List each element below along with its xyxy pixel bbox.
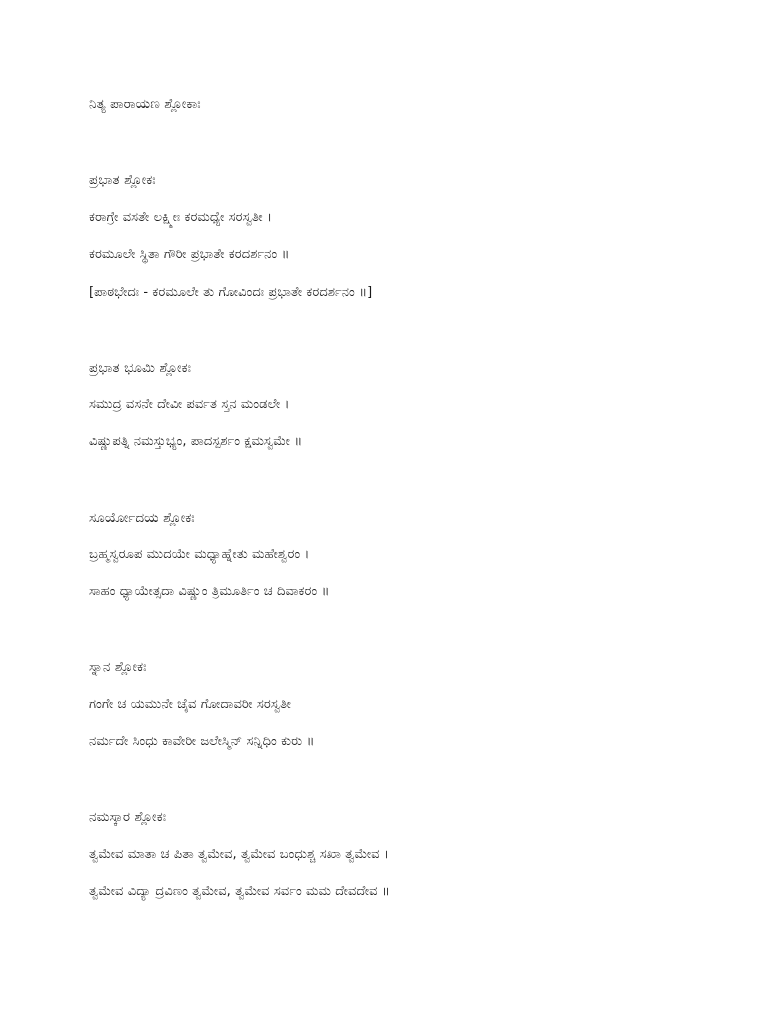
verse-line: ಸಾಹಂ ಧ್ಯಾಯೇತ್ಸದಾ ವಿಷ್ಣುಂ ತ್ರಿಮೂರ್ತಿಂ ಚ ದಿವಾಕರಂ ॥ xyxy=(89,584,330,599)
verse-line: ಸಮುದ್ರ ವಸನೇ ದೇವೀ ಪರ್ವತ ಸ್ತನ ಮಂಡಲೇ । xyxy=(89,397,290,412)
verse-line: ಗಂಗೇ ಚ ಯಮುನೇ ಚೈವ ಗೋದಾವರೀ ಸರಸ್ವತೀ xyxy=(89,697,291,712)
section-heading-prabhata: ಪ್ರಭಾತ ಶ್ಲೋಕಃ xyxy=(89,172,156,188)
verse-line: ಕರಮೂಲೇ ಸ್ಥಿತಾ ಗೌರೀ ಪ್ರಭಾತೇ ಕರದರ್ಶನಂ ॥ xyxy=(89,247,290,262)
section-heading-snana: ಸ್ನಾನ ಶ್ಲೋಕಃ xyxy=(89,659,147,675)
verse-line: ತ್ವಮೇವ ವಿದ್ಯಾ ದ್ರವಿಣಂ ತ್ವಮೇವ, ತ್ವಮೇವ ಸರ್ವಂ ಮಮ ದೇವದೇವ ॥ xyxy=(89,884,390,899)
section-heading-namaskara: ನಮಸ್ಕಾರ ಶ್ಲೋಕಃ xyxy=(89,809,167,825)
section-heading-suryodaya: ಸೂರ್ಯೋದಯ ಶ್ಲೋಕಃ xyxy=(89,510,195,526)
verse-line: ನರ್ಮದೇ ಸಿಂಧು ಕಾವೇರೀ ಜಲೇಸ್ಮಿನ್ ಸನ್ನಿಧಿಂ ಕುರು ॥ xyxy=(89,734,315,749)
verse-line: ಬ್ರಹ್ಮಸ್ವರೂಪ ಮುದಯೇ ಮಧ್ಯಾಹ್ನೇತು ಮಹೇಶ್ವರಂ । xyxy=(89,547,310,562)
variant-reading-line: [ಪಾಠಭೇದಃ - ಕರಮೂಲೇ ತು ಗೋವಿಂದಃ ಪ್ರಭಾತೇ ಕರದರ್ಶನಂ ॥] xyxy=(89,285,373,300)
verse-line: ತ್ವಮೇವ ಮಾತಾ ಚ ಪಿತಾ ತ್ವಮೇವ, ತ್ವಮೇವ ಬಂಧುಶ್ಚ ಸಖಾ ತ್ವಮೇವ । xyxy=(89,847,389,862)
section-heading-prabhata-bhumi: ಪ್ರಭಾತ ಭೂಮಿ ಶ್ಲೋಕಃ xyxy=(89,360,192,376)
verse-line: ಕರಾಗ್ರೇ ವಸತೇ ಲಕ್ಷ್ಮೀಃ ಕರಮಧ್ಯೇ ಸರಸ್ವತೀ । xyxy=(89,210,272,225)
document-title: ನಿತ್ಯ ಪಾರಾಯಣ ಶ್ಲೋಕಾಃ xyxy=(89,96,201,112)
verse-line: ವಿಷ್ಣುಪತ್ನಿ ನಮಸ್ತುಭ್ಯಂ, ಪಾದಸ್ಪರ್ಶಂ ಕ್ಷಮಸ್ವಮೇ ॥ xyxy=(89,434,303,449)
